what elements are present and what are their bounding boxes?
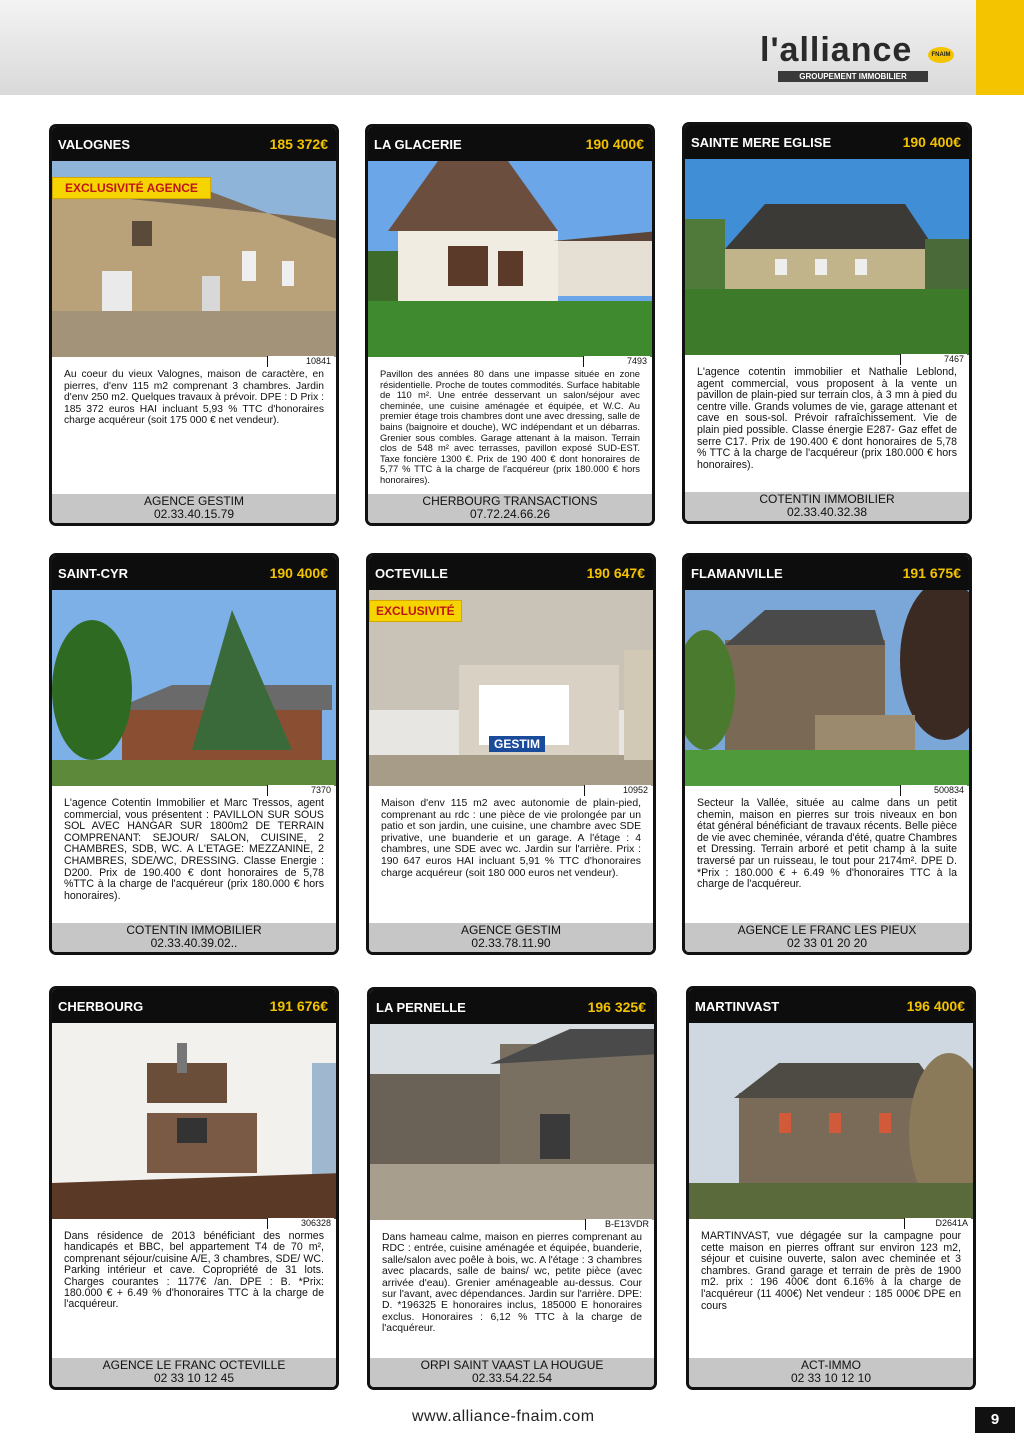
card-header xyxy=(685,125,969,159)
listing-photo[interactable] xyxy=(685,590,969,786)
listing-city: LA PERNELLE xyxy=(376,1000,466,1015)
agency-phone[interactable]: 02.33.40.39.02.. xyxy=(150,936,238,950)
listing-city: SAINTE MERE EGLISE xyxy=(691,135,832,150)
agency-phone[interactable]: 02.33.54.22.54 xyxy=(471,1371,553,1385)
page-number: 9 xyxy=(975,1407,1015,1433)
agency-footer xyxy=(370,1358,654,1387)
listing-price: 190 400€ xyxy=(585,136,644,152)
listing-price: 196 325€ xyxy=(587,999,646,1015)
listing-card-la-pernelle[interactable] xyxy=(367,987,657,1390)
listing-reference: B-E13VDR xyxy=(585,1219,652,1230)
agency-footer xyxy=(52,923,336,952)
fnaim-badge-icon: FNAIM xyxy=(928,47,954,63)
listing-city: VALOGNES xyxy=(58,137,130,152)
card-header xyxy=(685,556,969,590)
agency-footer xyxy=(369,923,653,952)
exclusivity-badge: EXCLUSIVITÉ AGENCE xyxy=(52,177,211,199)
listing-description: Au coeur du vieux Valognes, maison de caractère, en pierres, d'env 115 m2 comprenant 3 chambres. Jardin d'env 250 m2. Quelques travaux à prévoir. DPE : D Prix : 185 372 euros HAI incluant 5,93 % TTC d'honoraires charge acquéreur (soit 175 000 € net vendeur). xyxy=(64,369,324,427)
listing-description: Pavillon des années 80 dans une impasse située en zone résidentielle. Proche de toutes commodités. Surface habitable de 110 m². Une entrée desservant un salon/séjour avec cheminée, une cuisine aménagée et équipée, et W.C. Au premier étage trois chambres dont une avec dressing, salle de bains (baignoire et douche), WC indépendant et un débarras. Grenier sous combles. Garage attenant à la maison. Terrain clos de 548 m² avec terrasses, pavillon exposé SUD-EST. Taxe foncière 1300 €. Prix de 190 400 € dont honoraires de 5,77 % TTC à la charge de l'acquéreur (prix 180.000 € hors honoraires). xyxy=(380,368,640,485)
listing-reference: D2641A xyxy=(904,1218,971,1229)
listing-city: LA GLACERIE xyxy=(374,137,462,152)
card-header xyxy=(52,127,336,161)
listing-card-octeville[interactable] xyxy=(366,553,656,955)
listing-card-saint-cyr[interactable] xyxy=(49,553,339,955)
agency-name: COTENTIN IMMOBILIER xyxy=(126,923,262,937)
agency-phone[interactable]: 02 33 10 12 10 xyxy=(790,1371,872,1385)
listing-reference: 7467 xyxy=(900,354,967,365)
logo-wordmark: l'alliance xyxy=(760,31,913,69)
agency-phone[interactable]: 02.33.40.32.38 xyxy=(786,505,868,519)
agency-phone[interactable]: 02 33 10 12 45 xyxy=(153,1371,235,1385)
listing-description: L'agence Cotentin Immobilier et Marc Tressos, agent commercial, vous présentent : PAVILLON SUR SOUS SOL AVEC HANGAR SUR 1800m2 DE TERRAIN COMPRENANT: SEJOUR/ SALON, CUISINE, 2 CHAMBRES, SDB, WC. A L'ETAGE: MEZZANINE, 2 CHAMBRES, SDE/WC, DRESSING. Classe Energie : D200. Prix de 190.400 € dont honoraires de 5,78 %TTC à la charge de l'acquéreur (prix 180.000 € hors honoraires). xyxy=(64,797,324,902)
agency-footer xyxy=(685,492,969,521)
listing-card-valognes[interactable] xyxy=(49,124,339,526)
agency-name: COTENTIN IMMOBILIER xyxy=(759,492,895,506)
listing-photo[interactable] xyxy=(689,1023,973,1219)
agency-name: AGENCE GESTIM xyxy=(143,494,244,508)
listing-description: Maison d'env 115 m2 avec autonomie de plain-pied, comprenant au rdc : une pièce de vie prolongée par un patio et son jardin, une cuisine, une chambre avec SDE privative, une buanderie et un garage. A l'étage : 4 chambres, une SDE avec wc. Jardin sur l'arrière. Prix : 190 647 euros HAI incluant 5,91 % TTC d'honoraires charge acquéreur (soit 180 000 euros net vendeur). xyxy=(381,798,641,879)
listing-city: FLAMANVILLE xyxy=(691,566,783,581)
listing-photo[interactable] xyxy=(370,1024,654,1220)
card-header xyxy=(689,989,973,1023)
agency-footer xyxy=(685,923,969,952)
listing-card-martinvast[interactable] xyxy=(686,986,976,1390)
listing-card-cherbourg[interactable] xyxy=(49,986,339,1390)
agency-name: AGENCE LE FRANC OCTEVILLE xyxy=(102,1358,286,1372)
agency-phone[interactable]: 07.72.24.66.26 xyxy=(469,507,551,521)
listing-description: MARTINVAST, vue dégagée sur la campagne pour cette maison en pierres offrant sur environ 123 m2, séjour et cuisine ouverte, salon avec cheminée et 3 chambres. Grand garage et terrain de près de 1900 m2. prix : 196 400€ dont 6.16% à la charge de l'acquéreur (11 400€) Net vendeur : 185 000€ DPE en cours xyxy=(701,1230,961,1312)
listing-price: 191 676€ xyxy=(269,998,328,1014)
listing-price: 196 400€ xyxy=(906,998,965,1014)
listing-description: Dans hameau calme, maison en pierres comprenant au RDC : entrée, cuisine aménagée et équipée, buanderie, salle/salon avec poêle à bois, wc. A l'étage : 3 chambres avec placards, salle de bains/ wc, petite pièce (avec arrivée d'eau). Grenier aménageable au-dessus. Cour sur l'avant, avec dépendances. Jardin sur l'arrière. DPE: D. *196325 E honoraires inclus, 185000 E honoraires exclus. Honoraires : 6,12 % TTC à la charge de l'acquéreur. xyxy=(382,1232,642,1335)
listing-reference: 10952 xyxy=(584,785,651,796)
agency-name: AGENCE LE FRANC LES PIEUX xyxy=(737,923,917,937)
listing-photo[interactable] xyxy=(52,590,336,786)
listing-reference: 7493 xyxy=(583,356,650,367)
website-link[interactable]: www.alliance-fnaim.com xyxy=(412,1408,595,1425)
listing-description: L'agence cotentin immobilier et Nathalie Leblond, agent commercial, vous proposent à la vente un pavillon de plain-pied sur terrain clos, à 3 mn à pied du centre ville. Grands volumes de vie, garage attenant et cave en sous-sol. Prévoir rafraîchissement. Vie de plain pied possible. Classe énergie E287- Gaz effet de serre C17. Prix de 190.400 € dont honoraires de 5,78 % TTC à la charge de l'acquéreur (prix 180.000 € hors honoraires). xyxy=(697,366,957,471)
exclusivity-badge: EXCLUSIVITÉ xyxy=(369,600,462,622)
listing-city: CHERBOURG xyxy=(58,999,144,1014)
agency-name: AGENCE GESTIM xyxy=(460,923,561,937)
listing-price: 190 400€ xyxy=(269,565,328,581)
listing-card-sainte-mere-eglise[interactable] xyxy=(682,122,972,524)
agency-phone[interactable]: 02 33 01 20 20 xyxy=(786,936,868,950)
listing-price: 185 372€ xyxy=(269,136,328,152)
agency-footer xyxy=(368,494,652,523)
listing-city: MARTINVAST xyxy=(695,999,780,1014)
agency-name: ACT-IMMO xyxy=(801,1358,861,1372)
card-header xyxy=(369,556,653,590)
listing-city: SAINT-CYR xyxy=(58,566,129,581)
agency-phone[interactable]: 02.33.40.15.79 xyxy=(153,507,235,521)
card-header xyxy=(368,127,652,161)
card-header xyxy=(52,989,336,1023)
logo-tagline: GROUPEMENT IMMOBILIER xyxy=(778,71,928,82)
agency-name: ORPI SAINT VAAST LA HOUGUE xyxy=(420,1358,604,1372)
agency-name: CHERBOURG TRANSACTIONS xyxy=(422,494,598,508)
listing-photo[interactable] xyxy=(685,159,969,355)
listing-city: OCTEVILLE xyxy=(375,566,448,581)
listing-photo[interactable] xyxy=(368,161,652,357)
card-header xyxy=(52,556,336,590)
listing-price: 190 400€ xyxy=(902,134,961,150)
gestim-logo-icon: GESTIM xyxy=(489,736,545,752)
agency-phone[interactable]: 02.33.78.11.90 xyxy=(471,936,551,950)
agency-footer xyxy=(689,1358,973,1387)
agency-footer xyxy=(52,1358,336,1387)
header-accent-tab xyxy=(976,0,1024,95)
listing-card-flamanville[interactable] xyxy=(682,553,972,955)
listing-description: Dans résidence de 2013 bénéficiant des normes handicapés et BBC, bel appartement T4 de 70 m², comprenant séjour/cuisine A/E, 3 chambres, SDE/ WC. Parking intérieur et cave. Copropriété de 31 lots. Charges courantes : 1177€ /an. DPE : B. *Prix: 180.000 € + 6.49 % d'honoraires TTC à la charge de l'acquéreur. xyxy=(64,1230,324,1311)
listing-description: Secteur la Vallée, située au calme dans un petit chemin, maison en pierres sur trois niveaux en bon état général bénéficiant de travaux récents. Belle pièce de vie avec cheminée, véranda d'été, quatre Chambres et Dressing. Terrain arboré et petit champ à la suite traversé par un ruisseau, le tout pour 2174m². DPE D. *Prix : 180.000 € + 6.49 % d'honoraires TTC à la charge de l'acquéreur. xyxy=(697,797,957,891)
card-header xyxy=(370,990,654,1024)
listing-reference: 500834 xyxy=(900,785,967,796)
alliance-logo xyxy=(760,30,960,85)
listing-photo[interactable] xyxy=(52,1023,336,1219)
listing-card-la-glacerie[interactable] xyxy=(365,124,655,526)
listing-price: 191 675€ xyxy=(902,565,961,581)
listing-reference: 306328 xyxy=(267,1218,334,1229)
agency-footer xyxy=(52,494,336,523)
listing-reference: 10841 xyxy=(267,356,334,367)
listing-price: 190 647€ xyxy=(586,565,645,581)
listing-reference: 7370 xyxy=(267,785,334,796)
